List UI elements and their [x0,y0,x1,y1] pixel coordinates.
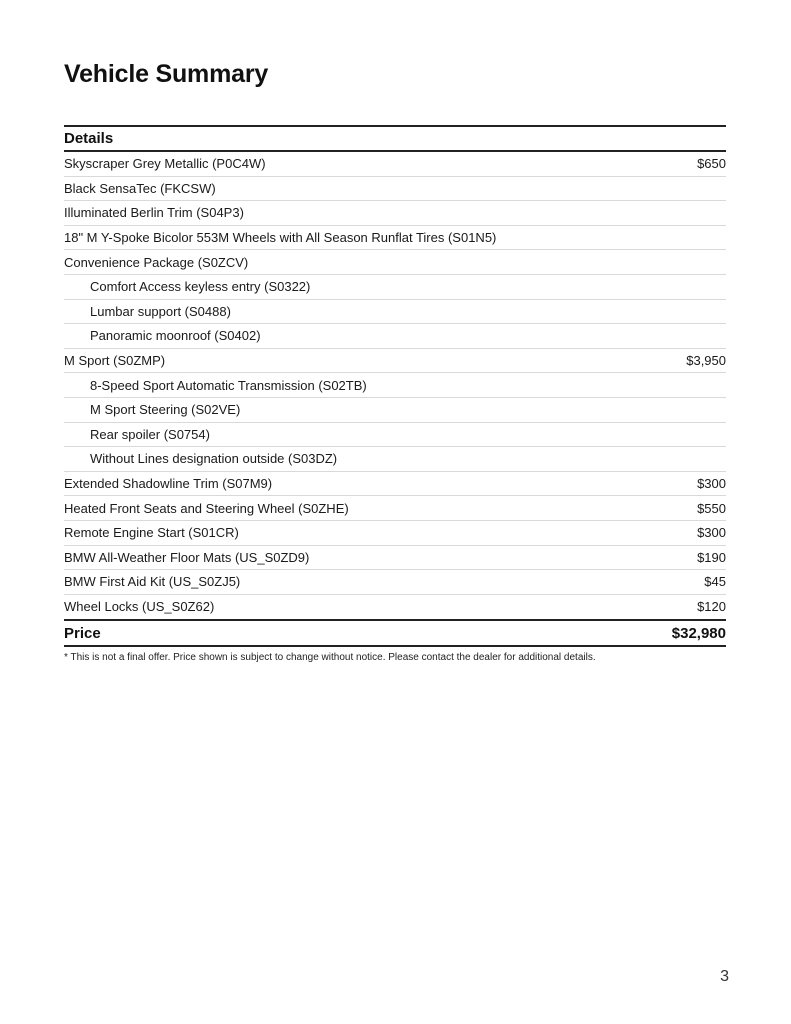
price-total-row [64,619,726,647]
item-row [64,472,726,497]
item-name: Wheel Locks (US_S0Z62) [64,599,215,615]
item-list [64,152,726,619]
item-name: Lumbar support (S0488) [90,303,231,319]
item-name: Illuminated Berlin Trim (S04P3) [64,205,244,221]
item-price: $300 [697,525,726,541]
item-name: Extended Shadowline Trim (S07M9) [64,476,273,492]
sub-item-row [64,398,726,423]
item-name: Panoramic moonroof (S0402) [90,328,261,344]
item-name: Black SensaTec (FKCSW) [64,180,216,196]
item-row [64,521,726,546]
sub-item-row [64,423,726,448]
sub-item-row [64,447,726,472]
vehicle-summary-table [64,125,726,663]
price-total: $32,980 [671,624,726,642]
price-label: Price [64,624,101,642]
item-name: Rear spoiler (S0754) [90,426,210,442]
item-price: $190 [697,549,726,565]
item-name: M Sport (S0ZMP) [64,353,166,369]
item-name: 18" M Y-Spoke Bicolor 553M Wheels with All Season Runflat Tires (S01N5) [64,230,497,246]
item-price: $300 [697,476,726,492]
item-price: $650 [697,156,726,172]
sub-item-row [64,300,726,325]
sub-item-row [64,324,726,349]
item-row [64,570,726,595]
item-name: BMW All-Weather Floor Mats (US_S0ZD9) [64,549,310,565]
item-row [64,201,726,226]
item-name: Heated Front Seats and Steering Wheel (S0ZHE) [64,500,349,516]
item-row [64,595,726,620]
item-row [64,496,726,521]
item-price: $550 [697,500,726,516]
item-row [64,349,726,374]
item-name: Remote Engine Start (S01CR) [64,525,239,541]
item-name: Skyscraper Grey Metallic (P0C4W) [64,156,266,172]
item-price: $45 [704,574,726,590]
sub-item-row [64,275,726,300]
item-row [64,546,726,571]
item-price: $3,950 [686,353,726,369]
disclaimer-text: * This is not a final offer. Price shown is subject to change without notice. Please contact the dealer for additional details. [64,652,596,664]
item-row [64,177,726,202]
item-name: Convenience Package (S0ZCV) [64,254,249,270]
details-header: Details [64,125,726,152]
item-row [64,152,726,177]
item-name: Without Lines designation outside (S03DZ) [90,451,338,467]
page-title: Vehicle Summary [64,60,269,88]
item-name: BMW First Aid Kit (US_S0ZJ5) [64,574,241,590]
sub-item-row [64,373,726,398]
item-name: M Sport Steering (S02VE) [90,402,241,418]
page-number: 3 [720,968,729,985]
item-name: 8-Speed Sport Automatic Transmission (S02TB) [90,377,367,393]
item-row [64,226,726,251]
item-row [64,250,726,275]
item-price: $120 [697,599,726,615]
item-name: Comfort Access keyless entry (S0322) [90,279,311,295]
